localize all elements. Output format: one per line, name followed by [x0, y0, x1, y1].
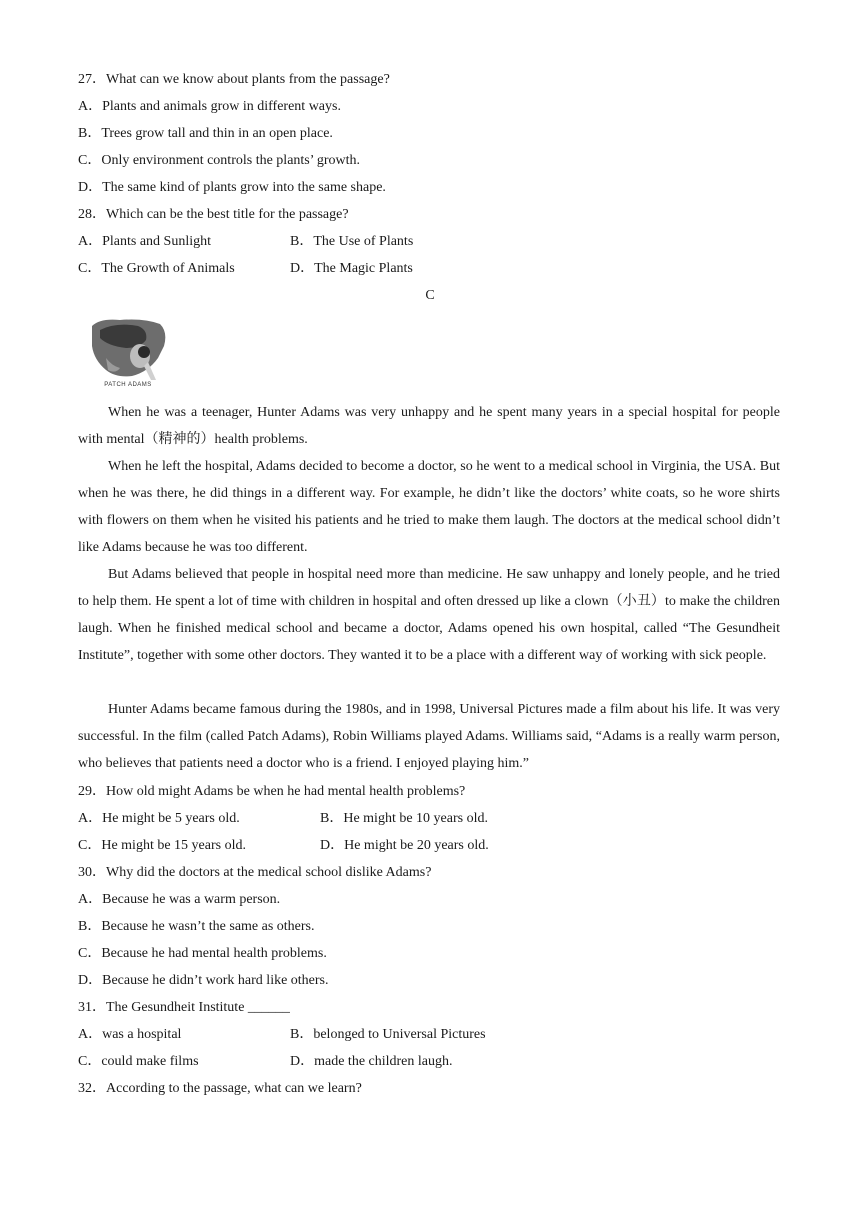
passage-paragraph-2: When he left the hospital, Adams decided to become a doctor, so he went to a medical school in Virginia, the USA. But when he was there, he did things in a different way. For example, he didn’t like the doctors’ white coats, so he wore shirts with flowers on them when he visited his patients and he tried to make them laugh. The doctors at the medical school didn’t like Adams because he was too different.: [78, 459, 780, 555]
question-27-option-a: A．Plants and animals grow in different ways.: [78, 99, 341, 114]
question-28-option-a: A．Plants and Sunlight: [78, 234, 212, 249]
question-28-stem: 28．Which can be the best title for the passage?: [78, 207, 349, 222]
question-27-option-d: D．The same kind of plants grow into the same shape.: [78, 180, 386, 195]
question-31-option-d: D．made the children laugh.: [290, 1054, 453, 1069]
question-29-option-d: D．He might be 20 years old.: [320, 838, 489, 853]
question-32-stem: 32．According to the passage, what can we learn?: [78, 1081, 362, 1096]
question-28-option-d: D．The Magic Plants: [290, 261, 413, 276]
question-31-option-c: C．could make films: [78, 1054, 199, 1069]
question-27-stem: 27．What can we know about plants from the passage?: [78, 72, 390, 87]
question-30-option-a: A．Because he was a warm person.: [78, 892, 281, 907]
question-28-option-b: B．The Use of Plants: [290, 234, 414, 249]
question-27-option-c: C．Only environment controls the plants’ growth.: [78, 153, 361, 168]
question-29-stem: 29．How old might Adams be when he had mental health problems?: [78, 784, 466, 799]
portrait-photo: [86, 318, 170, 392]
question-29-option-c: C．He might be 15 years old.: [78, 838, 246, 853]
question-28-option-c: C．The Growth of Animals: [78, 261, 235, 276]
question-30-option-d: D．Because he didn’t work hard like others.: [78, 973, 329, 988]
question-31-stem: 31．The Gesundheit Institute ______: [78, 1000, 290, 1015]
question-27-option-b: B．Trees grow tall and thin in an open place.: [78, 126, 333, 141]
passage-paragraph-1: When he was a teenager, Hunter Adams was very unhappy and he spent many years in a special hospital for people with mental（精神的）health problems.: [78, 405, 780, 447]
section-label: C: [425, 288, 435, 303]
question-30-option-b: B．Because he wasn’t the same as others.: [78, 919, 315, 934]
question-29-option-b: B．He might be 10 years old.: [320, 811, 488, 826]
question-31-option-a: A．was a hospital: [78, 1027, 182, 1042]
passage-paragraph-3: But Adams believed that people in hospital need more than medicine. He saw unhappy and lonely people, and he tried to help them. He spent a lot of time with children in hospital and often dressed up like a clown（小丑）to make the children laugh. When he finished medical school and became a doctor, Adams opened his own hospital, called “The Gesundheit Institute”, together with some other doctors. They wanted it to be a place with a different way of working with sick people.: [78, 567, 780, 663]
question-31-option-b: B．belonged to Universal Pictures: [290, 1027, 486, 1042]
question-30-option-c: C．Because he had mental health problems.: [78, 946, 327, 961]
passage-paragraph-4: Hunter Adams became famous during the 1980s, and in 1998, Universal Pictures made a film about his life. It was very successful. In the film (called Patch Adams), Robin Williams played Adams. Williams said, “Adams is a really warm person, who believes that patients need a doctor who is a friend. I enjoyed playing him.”: [78, 702, 780, 771]
photo-caption: PATCH ADAMS: [104, 382, 152, 388]
question-30-stem: 30．Why did the doctors at the medical school dislike Adams?: [78, 865, 432, 880]
question-29-option-a: A．He might be 5 years old.: [78, 811, 240, 826]
